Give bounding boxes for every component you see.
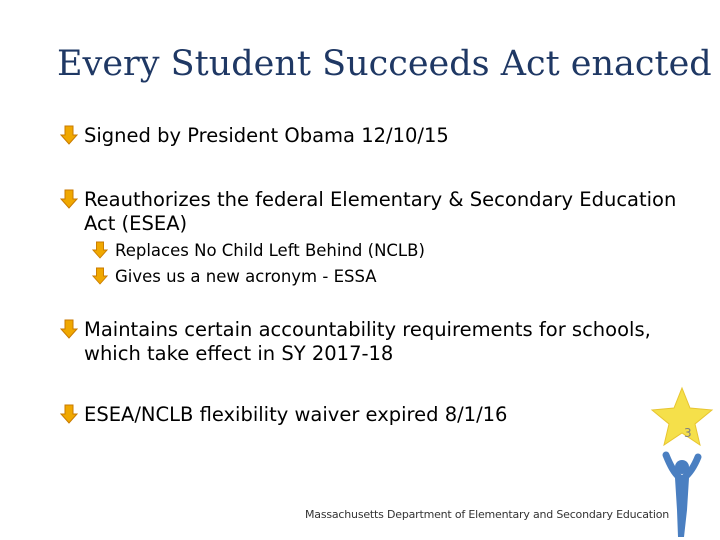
bullet-item [60,124,449,148]
down-arrow-icon [60,404,78,424]
sub-bullet-item [92,241,425,261]
page-number: 3 [684,426,692,440]
sub-bullet-text: Gives us a new acronym - ESSA [115,267,377,286]
bullet-item [60,318,660,366]
down-arrow-icon [60,319,78,339]
sub-bullet-text: Replaces No Child Left Behind (NCLB) [115,241,425,260]
down-arrow-icon [60,189,78,209]
bullet-text: Maintains certain accountability requirements for schools, which take effect in SY 2017-18 [84,318,651,365]
bullet-text: Signed by President Obama 12/10/15 [84,124,449,147]
bullet-item [60,403,507,427]
sub-bullet-item [92,267,377,287]
slide-title: Every Student Succeeds Act enacted [57,44,712,84]
down-arrow-icon [92,267,108,285]
down-arrow-icon [92,241,108,259]
down-arrow-icon [60,125,78,145]
bullet-text: ESEA/NCLB flexibility waiver expired 8/1/16 [84,403,508,426]
bullet-item [60,188,680,236]
footer-text: Massachusetts Department of Elementary and Secondary Education [305,508,670,521]
bullet-text: Reauthorizes the federal Elementary & Secondary Education Act (ESEA) [84,188,677,235]
